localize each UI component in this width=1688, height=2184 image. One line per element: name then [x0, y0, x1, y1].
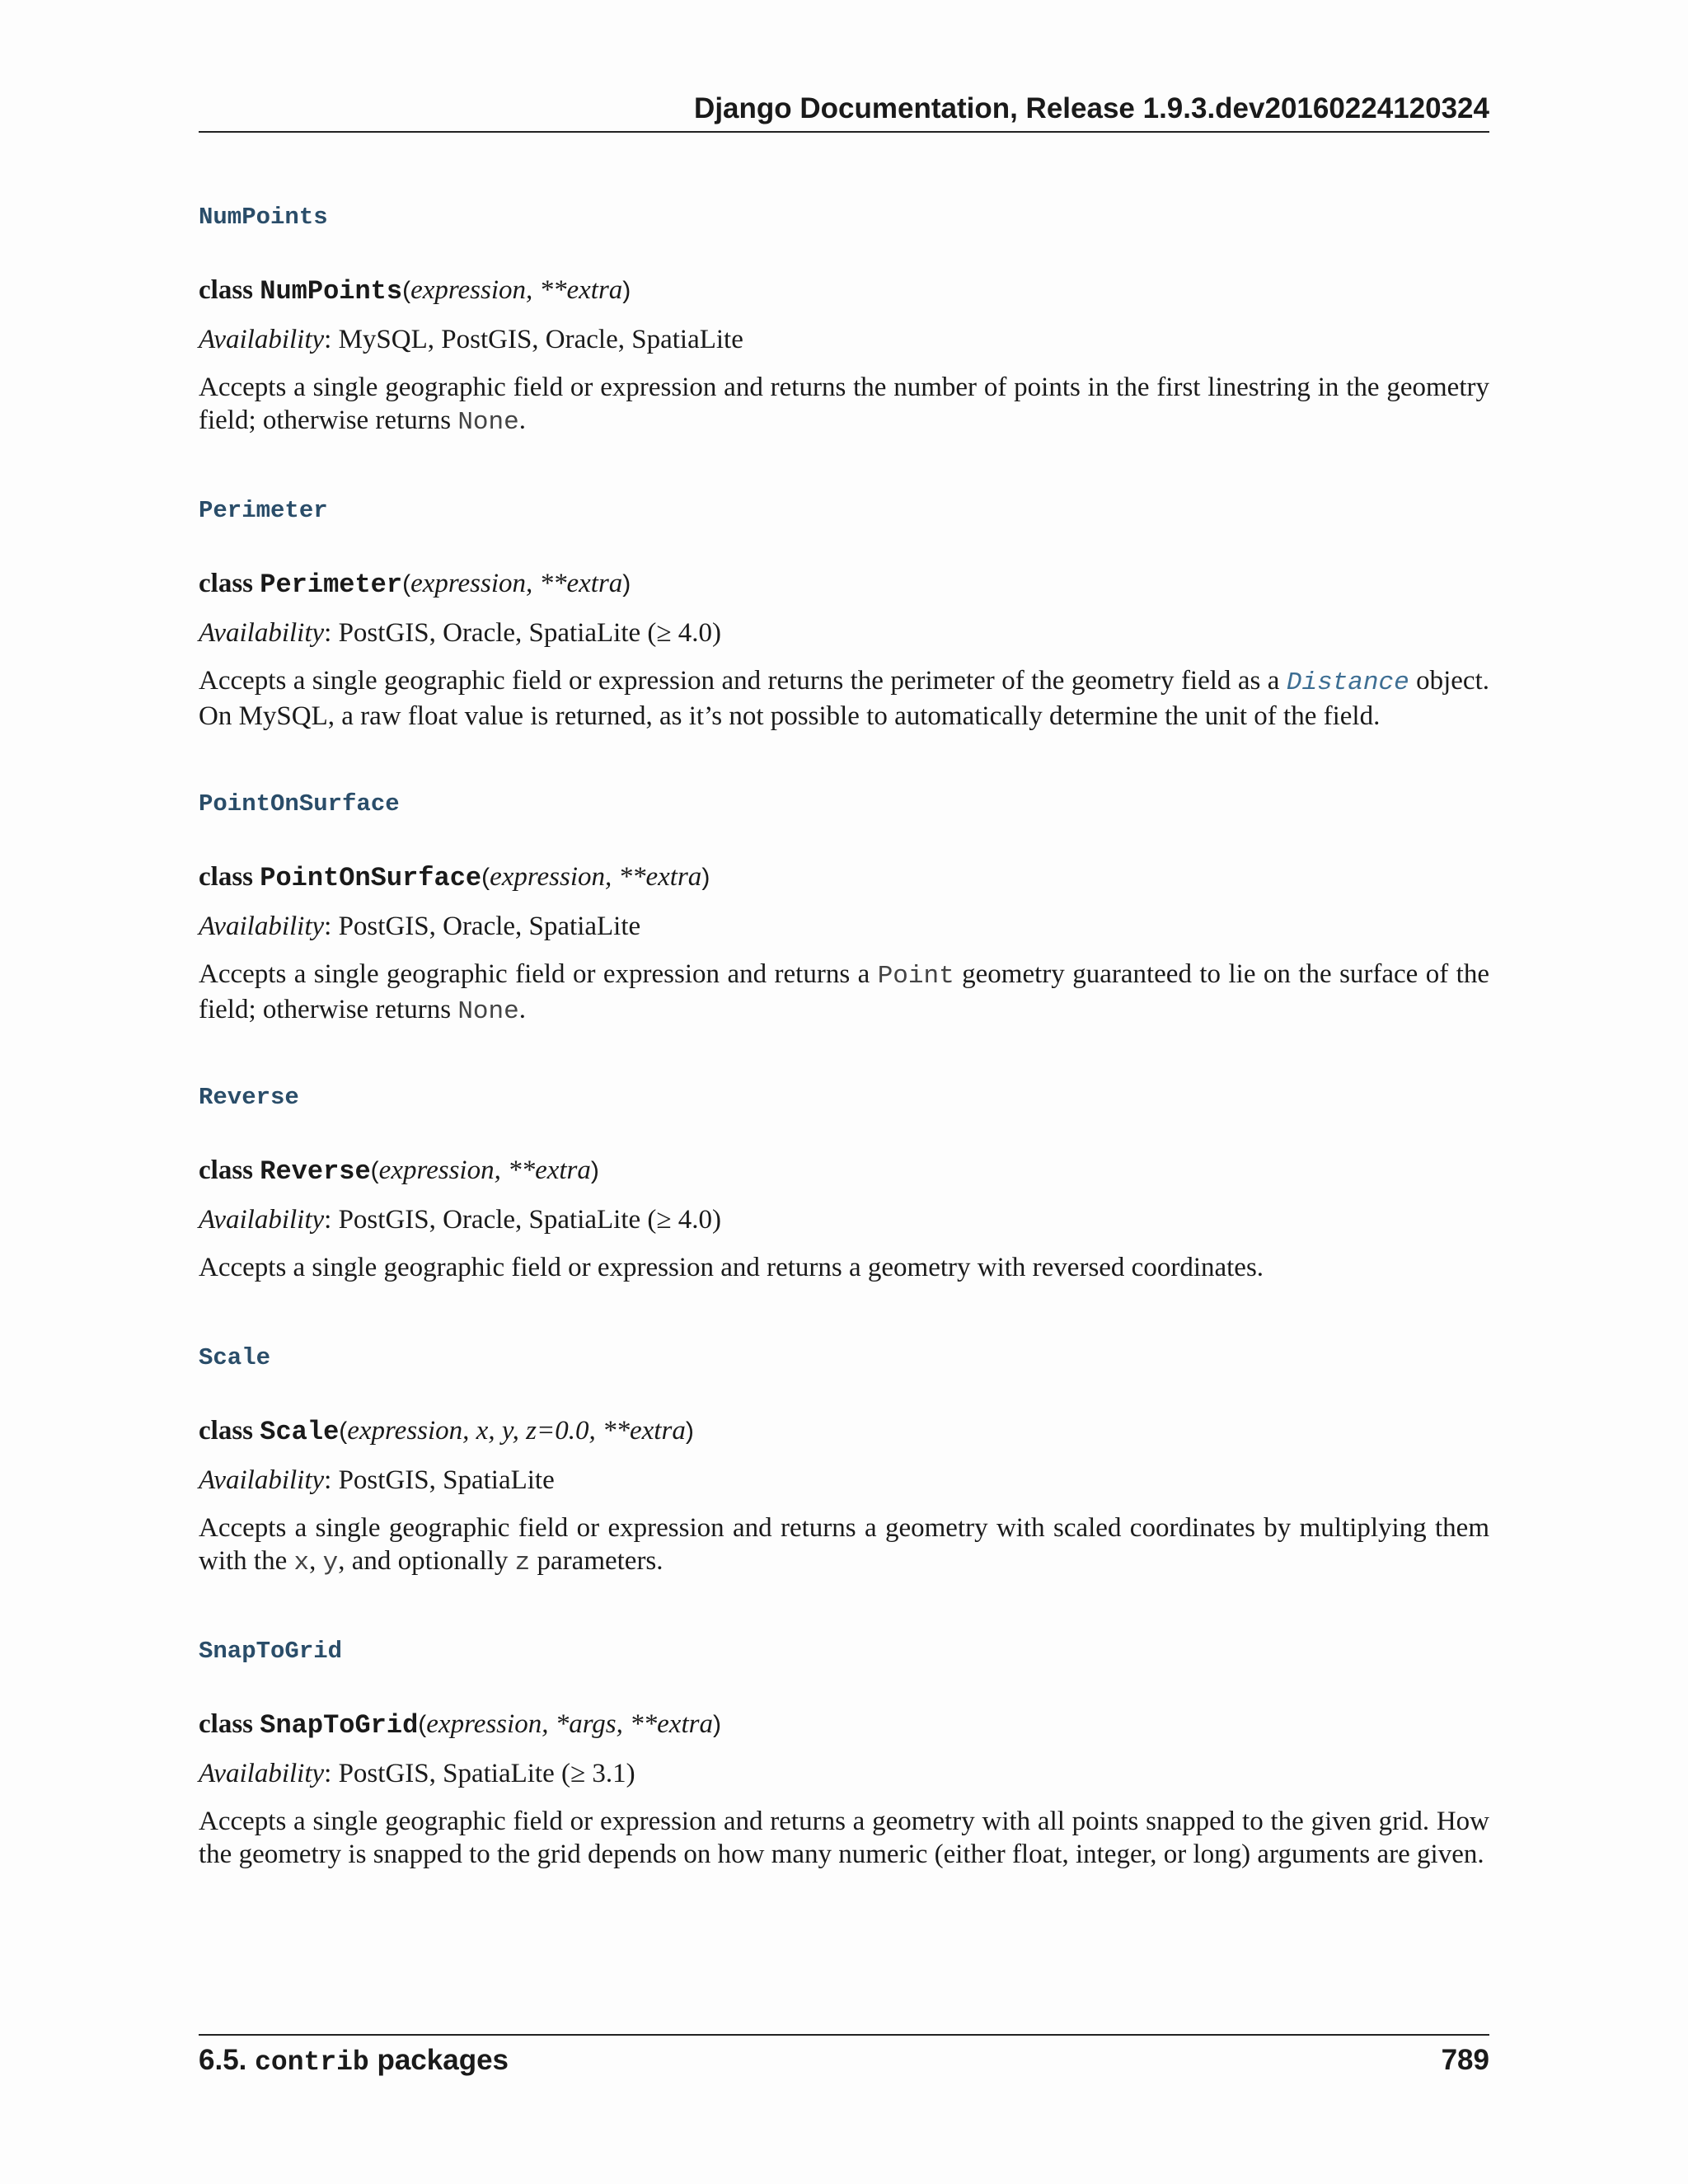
section-heading[interactable]: Scale: [199, 1344, 271, 1371]
availability-line: [199, 908, 640, 944]
description: [199, 1805, 1489, 1871]
description-text: Accepts a single geographic field or expression and returns a geometry with scaled coordinates by multiplying them with the: [199, 1513, 1489, 1576]
class-signature: [199, 272, 631, 310]
availability-line: [199, 1202, 721, 1238]
class-keyword: class: [199, 862, 253, 892]
class-name: NumPoints: [260, 276, 403, 307]
footer-section-number: 6.5.: [199, 2044, 256, 2076]
description-text: Accepts a single geographic field or expression and returns a geometry with all points snapped to the given grid. How the geometry is snapped to the grid depends on how many numeric (either float, integer, or long) arguments are given.: [199, 1807, 1489, 1869]
section-heading[interactable]: PointOnSurface: [199, 790, 400, 818]
description-text: geometry guaranteed to lie on the surface of the field; otherwise returns: [199, 959, 1489, 1024]
inline-code: y: [322, 1549, 339, 1577]
page-footer: [199, 2034, 1489, 2078]
availability-value: : MySQL, PostGIS, Oracle, SpatiaLite: [324, 325, 743, 354]
availability-label: Availability: [199, 912, 325, 941]
close-paren: ): [622, 570, 631, 598]
description-text: object. On MySQL, a raw float value is returned, as it’s not possible to automatically determine the unit of the field.: [199, 666, 1489, 731]
class-keyword: class: [199, 275, 253, 305]
close-paren: ): [701, 864, 710, 891]
availability-label: Availability: [199, 1465, 325, 1495]
open-paren: (: [418, 1711, 427, 1738]
availability-label: Availability: [199, 1205, 325, 1235]
availability-value: : PostGIS, Oracle, SpatiaLite (≥ 4.0): [324, 618, 722, 648]
class-signature: [199, 1413, 694, 1451]
open-paren: (: [370, 1157, 379, 1184]
description-text: .: [518, 995, 526, 1024]
open-paren: (: [402, 277, 411, 304]
inline-code: Point: [877, 962, 954, 991]
section-heading[interactable]: Reverse: [199, 1084, 299, 1111]
description-text: Accepts a single geographic field or expression and returns a: [199, 959, 878, 989]
close-paren: ): [685, 1418, 694, 1445]
close-paren: ): [712, 1711, 721, 1738]
class-name: Scale: [260, 1417, 340, 1447]
close-paren: ): [590, 1157, 599, 1184]
class-name: Perimeter: [260, 569, 403, 600]
section-heading[interactable]: NumPoints: [199, 204, 328, 231]
class-params: expression, **extra: [410, 569, 623, 598]
open-paren: (: [481, 864, 490, 891]
close-paren: ): [622, 277, 631, 304]
availability-label: Availability: [199, 618, 325, 648]
class-params: expression, *args, **extra: [426, 1709, 713, 1739]
open-paren: (: [402, 570, 411, 598]
class-keyword: class: [199, 1416, 253, 1446]
description-text: ,: [309, 1546, 323, 1576]
class-signature: [199, 1152, 599, 1190]
availability-line: [199, 1755, 635, 1792]
footer-section-text: packages: [368, 2044, 509, 2076]
class-params: expression, **extra: [378, 1155, 591, 1185]
class-keyword: class: [199, 569, 253, 598]
availability-value: : PostGIS, Oracle, SpatiaLite: [324, 912, 641, 941]
class-params: expression, x, y, z=0.0, **extra: [347, 1416, 686, 1446]
availability-value: : PostGIS, SpatiaLite: [324, 1465, 555, 1495]
distance-link[interactable]: Distance: [1286, 668, 1409, 697]
inline-code: z: [514, 1549, 531, 1577]
class-signature: [199, 565, 631, 603]
page-header: [199, 89, 1489, 133]
description: [199, 664, 1489, 733]
description: [199, 371, 1489, 439]
description-text: Accepts a single geographic field or expression and returns the number of points in the first linestring in the geometry field; otherwise returns: [199, 373, 1489, 435]
description-text: parameters.: [530, 1546, 663, 1576]
description-text: Accepts a single geographic field or expression and returns a geometry with reversed coordinates.: [199, 1253, 1264, 1282]
section-heading[interactable]: Perimeter: [199, 497, 328, 524]
description: [199, 1251, 1489, 1284]
class-keyword: class: [199, 1155, 253, 1185]
class-name: PointOnSurface: [260, 863, 482, 893]
description-text: .: [518, 405, 526, 435]
footer-section: [199, 2041, 509, 2083]
inline-code: None: [457, 997, 519, 1026]
inline-code: x: [293, 1549, 310, 1577]
availability-line: [199, 321, 743, 358]
description: [199, 958, 1489, 1029]
description-text: Accepts a single geographic field or expression and returns the perimeter of the geometry field as a: [199, 666, 1287, 696]
footer-section-code: contrib: [255, 2047, 369, 2078]
class-params: expression, **extra: [410, 275, 623, 305]
availability-line: [199, 615, 721, 651]
availability-value: : PostGIS, SpatiaLite (≥ 3.1): [324, 1759, 635, 1788]
class-name: SnapToGrid: [260, 1710, 419, 1741]
inline-code: None: [457, 408, 519, 437]
class-name: Reverse: [260, 1156, 371, 1187]
availability-label: Availability: [199, 1759, 325, 1788]
class-signature: [199, 1706, 721, 1744]
document-title: Django Documentation, Release 1.9.3.dev20160224120324: [694, 92, 1489, 124]
availability-value: : PostGIS, Oracle, SpatiaLite (≥ 4.0): [324, 1205, 722, 1235]
description: [199, 1511, 1489, 1580]
class-keyword: class: [199, 1709, 253, 1739]
class-signature: [199, 859, 710, 897]
description-text: , and optionally: [338, 1546, 515, 1576]
open-paren: (: [339, 1418, 348, 1445]
availability-label: Availability: [199, 325, 325, 354]
section-heading[interactable]: SnapToGrid: [199, 1638, 343, 1665]
availability-line: [199, 1462, 555, 1498]
page-number: 789: [1441, 2044, 1489, 2076]
class-params: expression, **extra: [490, 862, 702, 892]
